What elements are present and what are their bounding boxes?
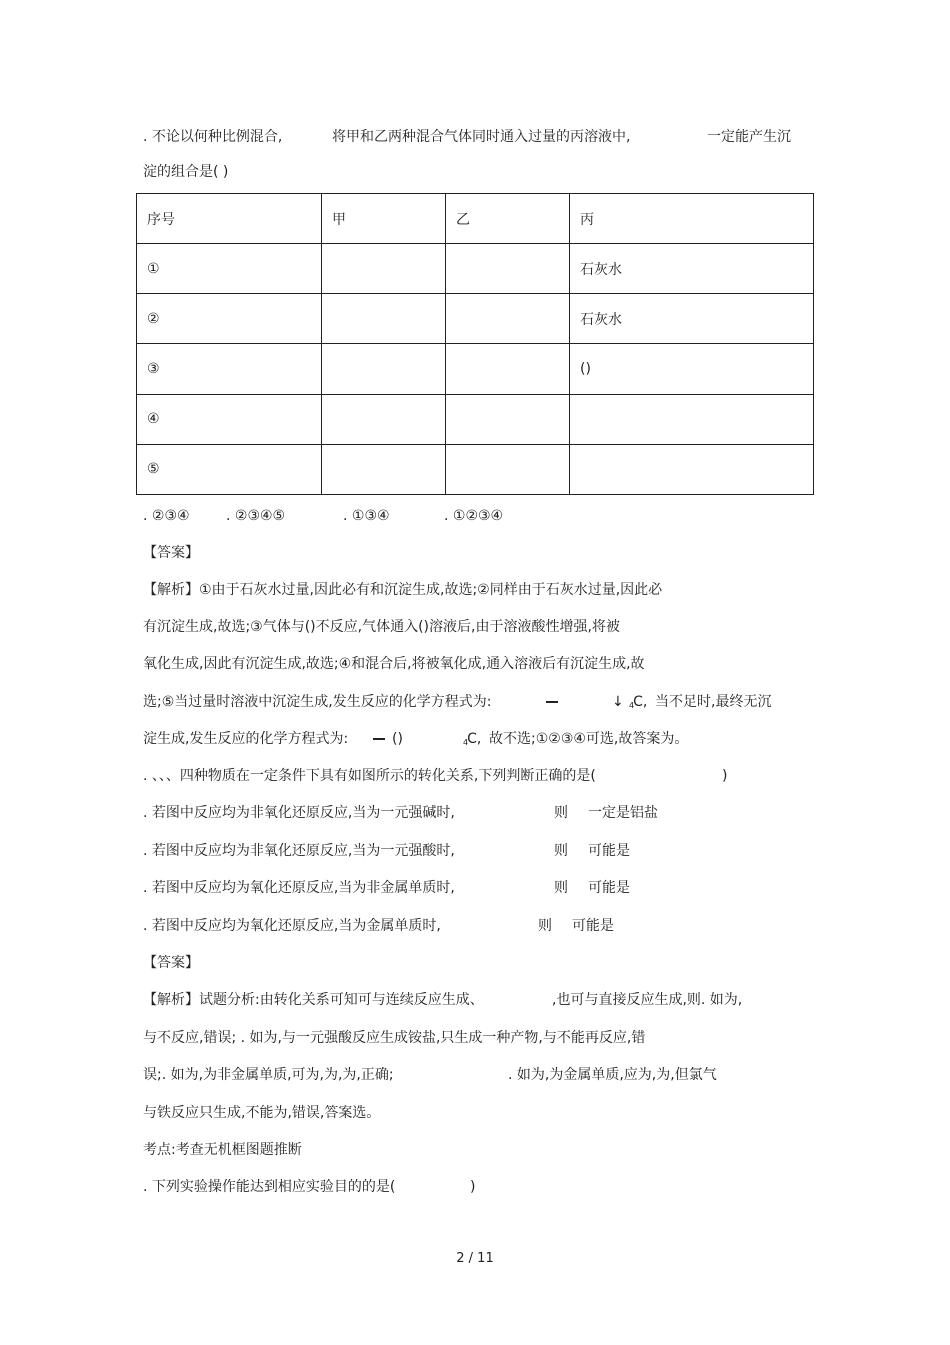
q2-option-a: . 若图中反应均为非氧化还原反应,当为一元强碱时, (143, 805, 455, 821)
table-cell: ④ (137, 394, 322, 444)
table-cell (322, 344, 446, 394)
q1-analysis-line5-a: 淀生成,发生反应的化学方程式为: (143, 731, 349, 747)
table-cell (446, 294, 570, 344)
q1-analysis-line4-d: 当不足时,最终无沉 (655, 694, 772, 710)
q2-analysis-line3-a: 误;. 如为,为非金属单质,可为,为,为,正确; (143, 1067, 394, 1083)
formula-fragment: C, (467, 731, 482, 747)
header-jia: 甲 (322, 194, 446, 244)
table-cell (570, 444, 814, 494)
table-cell (322, 294, 446, 344)
table-cell: ③ (137, 344, 322, 394)
header-bing: 丙 (570, 194, 814, 244)
table-cell (322, 394, 446, 444)
q2-analysis-line3-b: . 如为,为金属单质,应为,为,但氯气 (508, 1067, 717, 1083)
table-cell (322, 244, 446, 294)
q2-stem: . 、、、四种物质在一定条件下具有如图所示的转化关系,下列判断正确的是( (143, 768, 596, 784)
q1-option-a: . ②③④ (143, 508, 190, 524)
q1-analysis-line4-a: 选;⑤当过量时溶液中沉淀生成,发生反应的化学方程式为: (143, 694, 492, 710)
table-row (137, 344, 814, 394)
q2-option-b-then: 则 (554, 843, 568, 859)
equation-dash (373, 738, 385, 740)
q1-analysis-line1: 【解析】①由于石灰水过量,因此必有和沉淀生成,故选;②同样由于石灰水过量,因此必 (143, 582, 663, 598)
page-number: 2 / 11 (456, 1251, 494, 1266)
table-row (137, 244, 814, 294)
q1-analysis-line4-c (629, 692, 647, 716)
q2-analysis-line4: 与铁反应只生成,不能为,错误,答案选。 (143, 1105, 381, 1121)
q1-analysis-line5-d: 故不选;①②③④可选,故答案为。 (489, 731, 689, 747)
table-cell (446, 244, 570, 294)
q1-answer-label: 【答案】 (143, 545, 199, 561)
q1-analysis-line5-b: () (392, 731, 403, 747)
table-cell: () (570, 344, 814, 394)
q2-option-d: . 若图中反应均为氧化还原反应,当为金属单质时, (143, 918, 441, 934)
table-header-row (137, 194, 814, 244)
q2-option-d-result: 可能是 (572, 918, 614, 934)
table-cell (446, 344, 570, 394)
q2-option-d-then: 则 (538, 918, 552, 934)
formula-fragment: C, (633, 694, 648, 710)
table-row (137, 394, 814, 444)
q2-option-a-then: 则 (554, 805, 568, 821)
subscript: 4 (629, 701, 634, 710)
table-row (137, 294, 814, 344)
equation-dash (546, 701, 558, 703)
q2-analysis-line1-b: ,也可与直接反应生成,则. 如为, (552, 992, 743, 1008)
q2-analysis-line2: 与不反应,错误; . 如为,与一元强酸反应生成铵盐,只生成一种产物,与不能再反应,错 (143, 1030, 646, 1046)
q2-option-b-result: 可能是 (588, 843, 630, 859)
q2-keypoint: 考点:考查无机框图题推断 (143, 1142, 302, 1158)
table-cell (446, 394, 570, 444)
q2-option-a-result: 一定是铝盐 (588, 805, 658, 821)
q2-option-c: . 若图中反应均为氧化还原反应,当为非金属单质时, (143, 880, 455, 896)
table-cell (322, 444, 446, 494)
q2-answer-label: 【答案】 (143, 955, 199, 971)
q1-analysis-line3: 氧化生成,因此有沉淀生成,故选;④和混合后,将被氧化成,通入溶液后有沉淀生成,故 (143, 656, 645, 672)
q1-option-d: . ①②③④ (444, 508, 504, 524)
header-yi: 乙 (446, 194, 570, 244)
q3-stem-close: ) (470, 1179, 476, 1195)
q1-analysis-line4-b: ↓ (612, 694, 624, 710)
q2-option-b: . 若图中反应均为非氧化还原反应,当为一元强酸时, (143, 843, 455, 859)
q2-option-c-result: 可能是 (588, 880, 630, 896)
table-cell: 石灰水 (570, 294, 814, 344)
table-row (137, 444, 814, 494)
q3-stem: . 下列实验操作能达到相应实验目的的是( (143, 1179, 396, 1195)
q1-option-c: . ①③④ (343, 508, 390, 524)
q2-stem-close: ) (722, 768, 728, 784)
subscript: 4 (463, 738, 468, 747)
q2-analysis-line1-a: 【解析】试题分析:由转化关系可知可与连续反应生成、 (143, 992, 484, 1008)
header-index: 序号 (137, 194, 322, 244)
q1-analysis-line5-c (463, 729, 481, 753)
table-cell (570, 394, 814, 444)
q1-stem-part3: 一定能产生沉 (707, 129, 791, 145)
table-cell: ① (137, 244, 322, 294)
q1-analysis-line2: 有沉淀生成,故选;③气体与()不反应,气体通入()溶液后,由于溶液酸性增强,将被 (143, 619, 620, 635)
q2-option-c-then: 则 (554, 880, 568, 896)
table-cell: 石灰水 (570, 244, 814, 294)
q1-stem-part2: 将甲和乙两种混合气体同时通入过量的丙溶液中, (332, 129, 631, 145)
q1-option-b: . ②③④⑤ (226, 508, 286, 524)
table-cell (446, 444, 570, 494)
q1-stem-part1: . 不论以何种比例混合, (143, 129, 283, 145)
table-cell: ⑤ (137, 444, 322, 494)
q1-stem-line2: 淀的组合是( ) (143, 164, 229, 180)
table-cell: ② (137, 294, 322, 344)
q1-table (136, 193, 814, 495)
